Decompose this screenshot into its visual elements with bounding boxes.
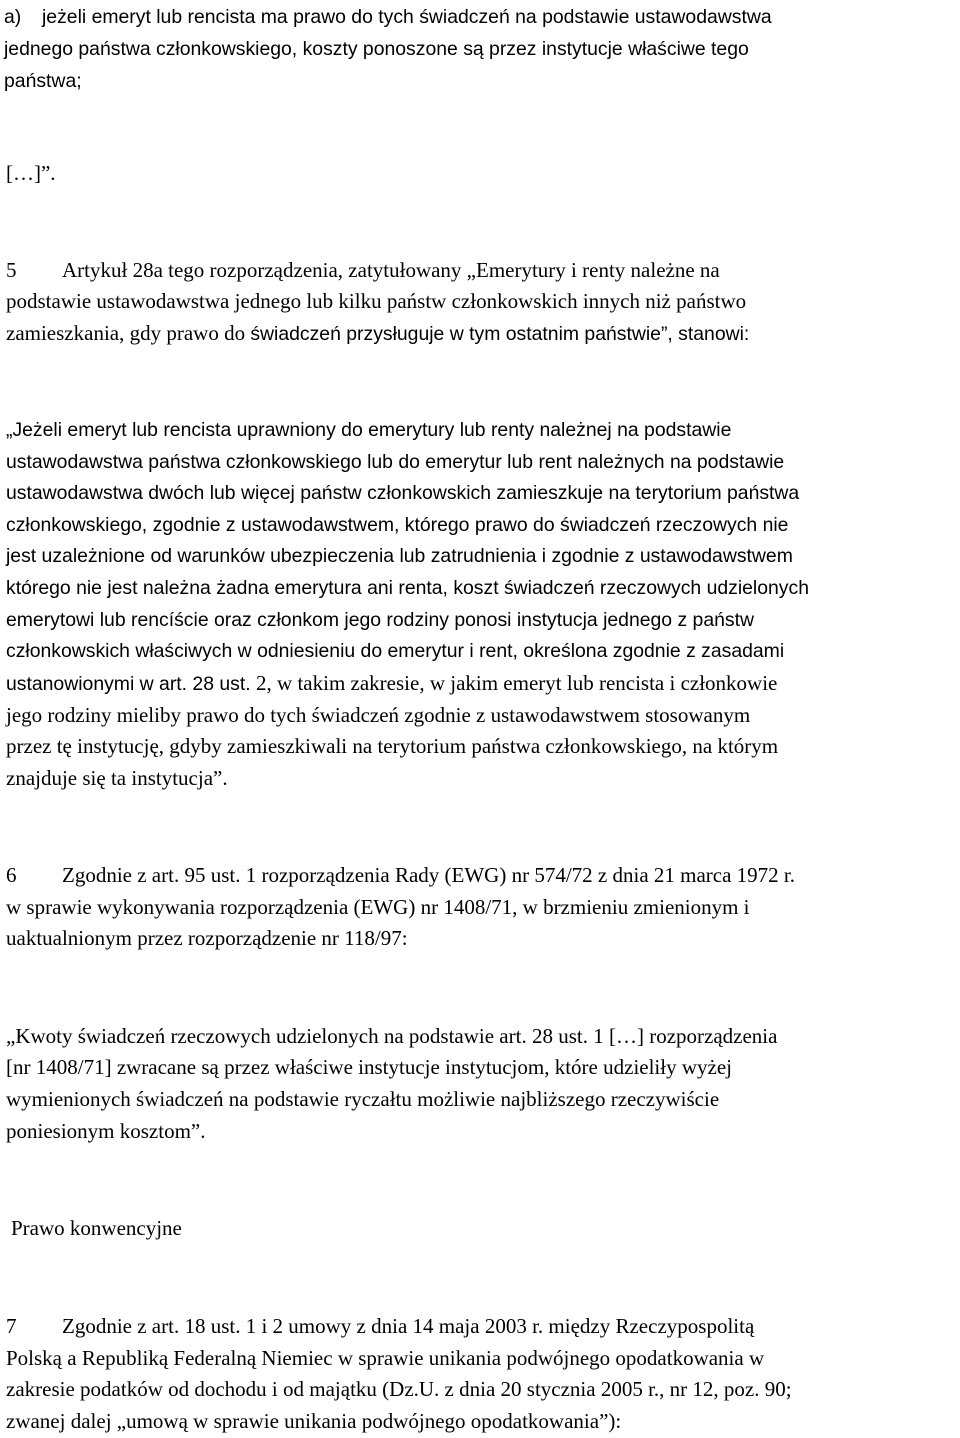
quote-5-line: „Jeżeli emeryt lub rencista uprawniony do emerytury lub renty należnej na podstawie: [6, 419, 732, 441]
para-6-number: 6: [6, 863, 17, 887]
quote-5-line: którego nie jest należna żadna emerytura ani renta, koszt świadczeń rzeczowych udzielonych: [6, 577, 809, 599]
quote-5-line: jego rodziny mieliby prawo do tych świadczeń zgodnie z ustawodawstwem stosowanym: [6, 703, 751, 727]
para-7-line: zakresie podatków od dochodu i od majątku (Dz.U. z dnia 20 stycznia 2005 r., nr 12, poz. 90;: [6, 1377, 792, 1401]
item-a-line-2: jednego państwa członkowskiego, koszty ponoszone są przez instytucje właściwe tego: [4, 38, 749, 60]
item-a-line-3: państwa;: [4, 70, 82, 92]
section-heading: Prawo konwencyjne: [11, 1216, 182, 1240]
quote-6-line: poniesionym kosztom”.: [6, 1119, 206, 1143]
para-5-number: 5: [6, 258, 17, 282]
quote-6-line: [nr 1408/71] zwracane są przez właściwe instytucje instytucjom, które udzieliły wyżej: [6, 1055, 732, 1079]
quote-5-line: emerytowi lub rencíście oraz członkom jego rodziny ponosi instytucja jednego z państw: [6, 609, 754, 631]
quote-5-line: jest uzależnione od warunków ubezpieczenia lub zatrudnienia i zgodnie z ustawodawstwem: [6, 545, 793, 567]
quote-5-line: członkowskich właściwych w odniesieniu do emerytur i rent, określona zgodnie z zasadami: [6, 640, 785, 662]
para-5-line-3-serif: zamieszkania, gdy prawo do: [6, 321, 251, 345]
para-7-line: zwanej dalej „umową w sprawie unikania podwójnego opodatkowania”):: [6, 1409, 622, 1433]
ellipsis-closing: […]”.: [6, 161, 56, 185]
para-6-line: uaktualnionym przez rozporządzenie nr 118/97:: [6, 926, 408, 950]
quote-5-line-9-sans: ustanowionymi w art. 28 ust.: [6, 673, 257, 695]
quote-5-line: członkowskiego, zgodnie z ustawodawstwem, którego prawo do świadczeń rzeczowych nie: [6, 514, 789, 536]
item-a-line-1: [0, 2, 960, 33]
quote-5-line: przez tę instytucję, gdyby zamieszkiwali na terytorium państwa członkowskiego, na którym: [6, 734, 779, 758]
quote-6-line: wymienionych świadczeń na podstawie ryczałtu możliwie najbliższego rzeczywiście: [6, 1087, 720, 1111]
para-7-line-1: [0, 1311, 960, 1342]
para-5-line-2: podstawie ustawodawstwa jednego lub kilku państw członkowskich innych niż państwo: [6, 289, 747, 313]
para-5-line-3-sans: świadczeń przysługuje w tym ostatnim państwie”, stanowi:: [250, 323, 750, 345]
para-5-line-3: [0, 318, 960, 350]
para-6-line: w sprawie wykonywania rozporządzenia (EWG) nr 1408/71, w brzmieniu zmienionym i: [6, 895, 750, 919]
para-7-number: 7: [6, 1314, 17, 1338]
item-a-label: a): [4, 6, 22, 28]
quote-5-line: ustawodawstwa państwa członkowskiego lub do emerytur lub rent należnych na podstawie: [6, 451, 785, 473]
quote-5-line-9-serif: 2, w takim zakresie, w jakim emeryt lub rencista i członkowie: [256, 671, 778, 695]
quote-5-line-mixed: [0, 668, 960, 700]
quote-5-line: ustawodawstwa dwóch lub więcej państw członkowskich zamieszkuje na terytorium państwa: [6, 482, 800, 504]
para-7-line: Polską a Republiką Federalną Niemiec w sprawie unikania podwójnego opodatkowania w: [6, 1346, 765, 1370]
para-5-first-line: Artykuł 28a tego rozporządzenia, zatytułowany „Emerytury i renty należne na: [62, 258, 720, 282]
item-a-text: jeżeli emeryt lub rencista ma prawo do tych świadczeń na podstawie ustawodawstwa: [42, 6, 772, 28]
para-6-line-1: [0, 860, 960, 891]
quote-5-line: znajduje się ta instytucja”.: [6, 766, 228, 790]
para-5-line-1: [0, 255, 960, 286]
para-6-first-line: Zgodnie z art. 95 ust. 1 rozporządzenia Rady (EWG) nr 574/72 z dnia 21 marca 1972 r.: [62, 863, 796, 887]
quote-6-line: „Kwoty świadczeń rzeczowych udzielonych na podstawie art. 28 ust. 1 […] rozporządzenia: [6, 1024, 778, 1048]
para-7-first-line: Zgodnie z art. 18 ust. 1 i 2 umowy z dnia 14 maja 2003 r. między Rzeczypospolitą: [62, 1314, 755, 1338]
